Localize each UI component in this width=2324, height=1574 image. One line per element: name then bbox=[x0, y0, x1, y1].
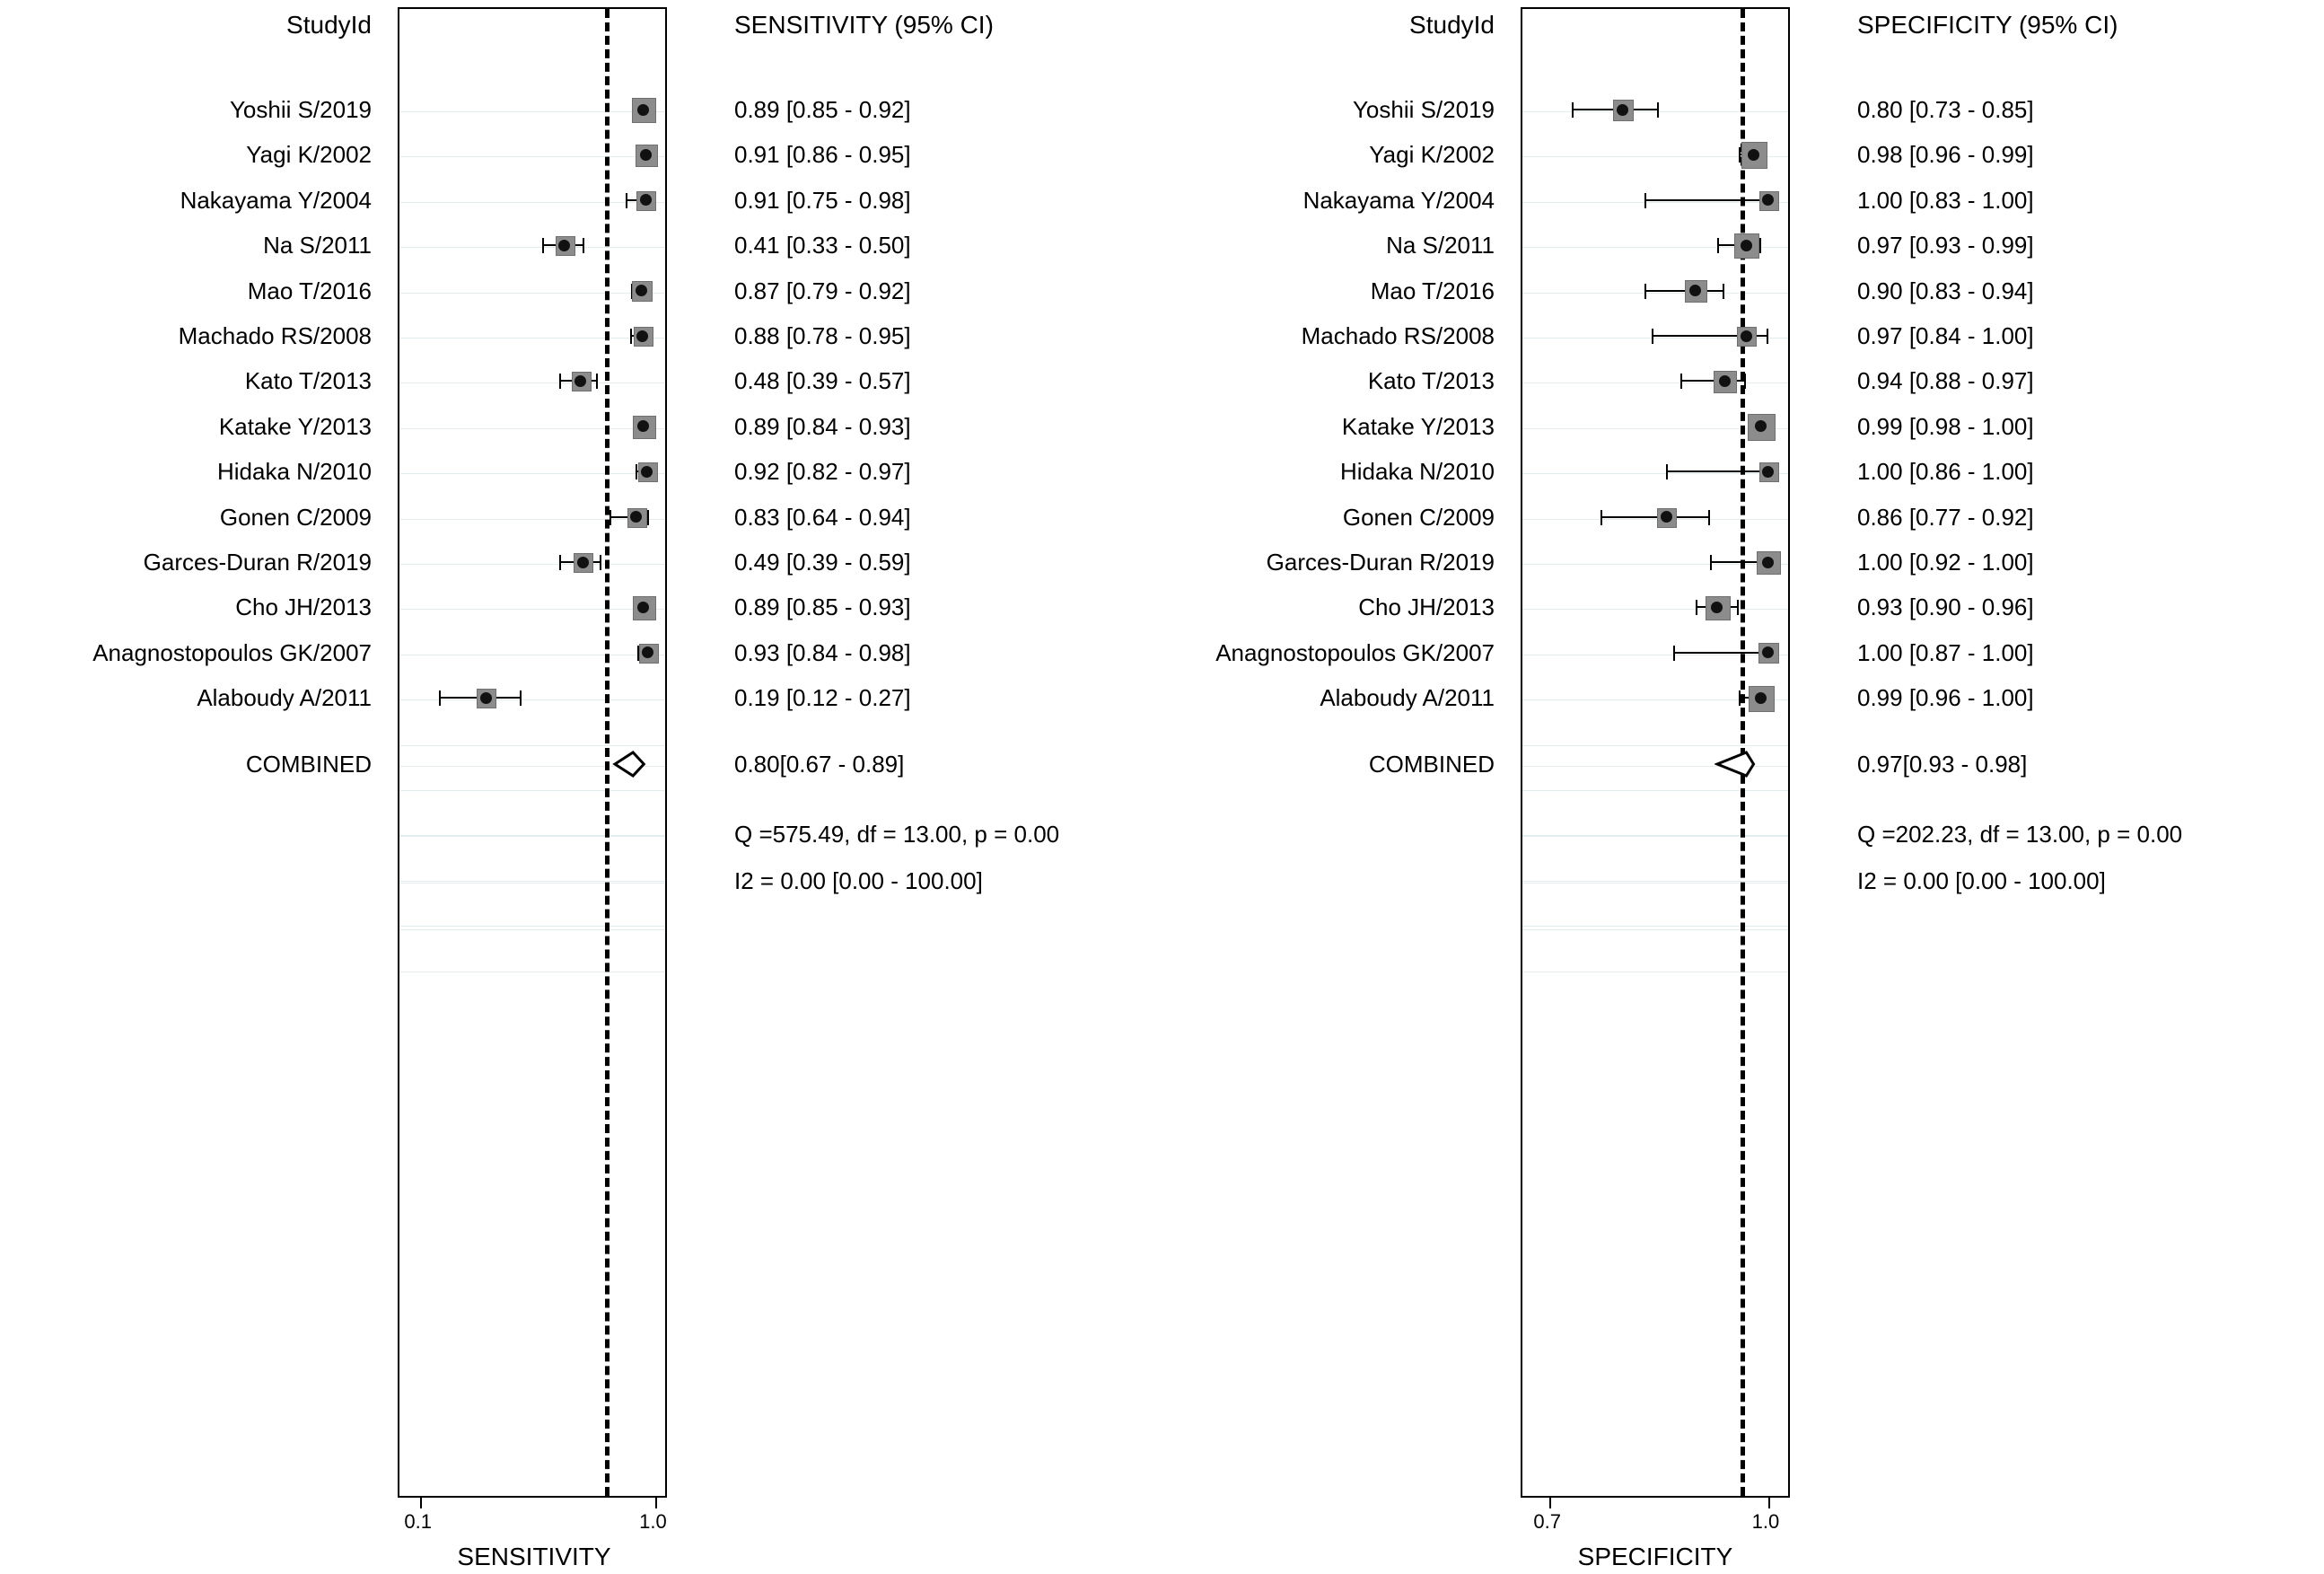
confidence-interval-cap bbox=[610, 510, 611, 525]
gridline bbox=[1522, 836, 1788, 837]
study-estimate-text: 0.49 [0.39 - 0.59] bbox=[734, 549, 911, 576]
point-estimate-dot bbox=[1661, 511, 1672, 523]
column-header-estimate: SENSITIVITY (95% CI) bbox=[734, 11, 994, 39]
gridline bbox=[399, 883, 665, 884]
study-label: Nakayama Y/2004 bbox=[180, 186, 372, 214]
confidence-interval-cap bbox=[626, 193, 627, 208]
x-axis-label: SENSITIVITY bbox=[457, 1543, 611, 1570]
axis-tick-label: 1.0 bbox=[1751, 1510, 1780, 1533]
confidence-interval-cap bbox=[1666, 464, 1668, 479]
point-estimate-dot bbox=[1617, 104, 1628, 116]
confidence-interval-cap bbox=[559, 555, 561, 570]
confidence-interval-cap bbox=[1708, 510, 1710, 525]
study-estimate-text: 0.88 [0.78 - 0.95] bbox=[734, 322, 911, 349]
confidence-interval-cap bbox=[1737, 600, 1739, 615]
study-estimate-text: 0.93 [0.90 - 0.96] bbox=[1857, 594, 2034, 621]
gridline bbox=[1522, 745, 1788, 746]
confidence-interval-cap bbox=[1710, 555, 1712, 570]
gridline bbox=[1522, 790, 1788, 791]
study-estimate-text: 0.19 [0.12 - 0.27] bbox=[734, 684, 911, 712]
combined-label: COMBINED bbox=[245, 751, 372, 778]
study-label: Cho JH/2013 bbox=[235, 594, 372, 621]
confidence-interval-cap bbox=[1657, 102, 1659, 118]
point-estimate-dot bbox=[1748, 149, 1759, 161]
point-estimate-dot bbox=[641, 466, 653, 478]
confidence-interval-cap bbox=[596, 374, 598, 389]
combined-diamond bbox=[1714, 750, 1757, 778]
study-label: Anagnostopoulos GK/2007 bbox=[1215, 638, 1495, 666]
column-header-studyid: StudyId bbox=[286, 11, 372, 39]
point-estimate-dot bbox=[1741, 240, 1752, 251]
study-label: Mao T/2016 bbox=[247, 277, 372, 304]
study-label: Yoshii S/2019 bbox=[1352, 96, 1495, 123]
study-label: Alaboudy A/2011 bbox=[1320, 684, 1495, 712]
study-estimate-text: 0.92 [0.82 - 0.97] bbox=[734, 458, 911, 486]
gridline bbox=[1522, 926, 1788, 927]
study-estimate-text: 0.91 [0.86 - 0.95] bbox=[734, 141, 911, 169]
gridline bbox=[399, 338, 665, 339]
confidence-interval-cap bbox=[1723, 284, 1724, 299]
study-estimate-text: 1.00 [0.83 - 1.00] bbox=[1857, 186, 2034, 214]
gridline bbox=[1522, 929, 1788, 930]
confidence-interval-cap bbox=[647, 510, 649, 525]
point-estimate-dot bbox=[1755, 692, 1767, 704]
study-estimate-text: 0.98 [0.96 - 0.99] bbox=[1857, 141, 2034, 169]
axis-tick-label: 0.1 bbox=[404, 1510, 432, 1533]
confidence-interval-cap bbox=[1744, 374, 1746, 389]
study-label: Garces-Duran R/2019 bbox=[1266, 549, 1495, 576]
gridline bbox=[399, 609, 665, 610]
study-label: Gonen C/2009 bbox=[1342, 503, 1495, 531]
reference-line bbox=[605, 9, 610, 1496]
study-label: Gonen C/2009 bbox=[219, 503, 372, 531]
study-estimate-text: 0.87 [0.79 - 0.92] bbox=[734, 277, 911, 304]
confidence-interval-cap bbox=[1644, 193, 1646, 208]
gridline bbox=[399, 428, 665, 429]
study-label: Yagi K/2002 bbox=[246, 141, 372, 169]
study-label: Katake Y/2013 bbox=[218, 412, 372, 440]
study-label: Yagi K/2002 bbox=[1369, 141, 1495, 169]
confidence-interval-cap bbox=[1644, 284, 1646, 299]
point-estimate-dot bbox=[558, 240, 570, 251]
combined-diamond bbox=[612, 750, 646, 778]
axis-tick bbox=[420, 1498, 422, 1508]
confidence-interval-cap bbox=[1717, 238, 1719, 253]
study-label: Hidaka N/2010 bbox=[217, 458, 372, 486]
axis-tick bbox=[1768, 1498, 1770, 1508]
gridline bbox=[399, 293, 665, 294]
point-estimate-dot bbox=[640, 149, 652, 161]
confidence-interval-cap bbox=[1739, 690, 1741, 706]
study-label: Anagnostopoulos GK/2007 bbox=[92, 638, 372, 666]
gridline bbox=[1522, 473, 1788, 474]
study-estimate-text: 0.90 [0.83 - 0.94] bbox=[1857, 277, 2034, 304]
gridline bbox=[399, 564, 665, 565]
study-label: Mao T/2016 bbox=[1370, 277, 1495, 304]
study-label: Yoshii S/2019 bbox=[229, 96, 372, 123]
study-estimate-text: 0.94 [0.88 - 0.97] bbox=[1857, 367, 2034, 395]
study-label: Hidaka N/2010 bbox=[1340, 458, 1495, 486]
study-label: Katake Y/2013 bbox=[1341, 412, 1495, 440]
gridline bbox=[1522, 202, 1788, 203]
study-estimate-text: 0.97 [0.93 - 0.99] bbox=[1857, 232, 2034, 259]
study-label: Machado RS/2008 bbox=[178, 322, 372, 349]
study-label: Nakayama Y/2004 bbox=[1302, 186, 1495, 214]
confidence-interval-cap bbox=[1652, 329, 1653, 344]
study-estimate-text: 0.93 [0.84 - 0.98] bbox=[734, 638, 911, 666]
confidence-interval-cap bbox=[542, 238, 544, 253]
study-estimate-text: 0.89 [0.84 - 0.93] bbox=[734, 412, 911, 440]
gridline bbox=[399, 156, 665, 157]
confidence-interval-cap bbox=[439, 690, 441, 706]
confidence-interval-cap bbox=[1673, 646, 1675, 661]
confidence-interval-line bbox=[1600, 516, 1710, 518]
combined-estimate-text: 0.97[0.93 - 0.98] bbox=[1857, 751, 2028, 778]
study-estimate-text: 1.00 [0.92 - 1.00] bbox=[1857, 549, 2034, 576]
point-estimate-dot bbox=[1762, 557, 1774, 568]
confidence-interval-cap bbox=[583, 238, 584, 253]
study-estimate-text: 0.80 [0.73 - 0.85] bbox=[1857, 96, 2034, 123]
confidence-interval-cap bbox=[1696, 600, 1697, 615]
combined-estimate-text: 0.80[0.67 - 0.89] bbox=[734, 751, 905, 778]
point-estimate-dot bbox=[1741, 330, 1752, 342]
x-axis-label: SPECIFICITY bbox=[1577, 1543, 1733, 1570]
gridline bbox=[399, 473, 665, 474]
gridline bbox=[399, 881, 665, 882]
confidence-interval-cap bbox=[520, 690, 522, 706]
point-estimate-dot bbox=[636, 285, 647, 296]
study-estimate-text: 0.91 [0.75 - 0.98] bbox=[734, 186, 911, 214]
gridline bbox=[1522, 519, 1788, 520]
point-estimate-dot bbox=[637, 104, 649, 116]
study-label: Garces-Duran R/2019 bbox=[143, 549, 372, 576]
study-estimate-text: 0.97 [0.84 - 1.00] bbox=[1857, 322, 2034, 349]
study-estimate-text: 1.00 [0.86 - 1.00] bbox=[1857, 458, 2034, 486]
confidence-interval-line bbox=[1644, 290, 1724, 292]
study-estimate-text: 0.89 [0.85 - 0.92] bbox=[734, 96, 911, 123]
confidence-interval-cap bbox=[1767, 329, 1768, 344]
confidence-interval-line bbox=[1673, 652, 1767, 654]
gridline bbox=[1522, 883, 1788, 884]
combined-label: COMBINED bbox=[1368, 751, 1495, 778]
confidence-interval-cap bbox=[1572, 102, 1574, 118]
study-label: Alaboudy A/2011 bbox=[197, 684, 372, 712]
gridline bbox=[399, 111, 665, 112]
point-estimate-dot bbox=[636, 330, 648, 342]
point-estimate-dot bbox=[1719, 375, 1731, 387]
study-estimate-text: 0.99 [0.98 - 1.00] bbox=[1857, 412, 2034, 440]
point-estimate-dot bbox=[574, 375, 586, 387]
column-header-studyid: StudyId bbox=[1409, 11, 1495, 39]
gridline bbox=[1522, 609, 1788, 610]
confidence-interval-cap bbox=[600, 555, 601, 570]
gridline bbox=[399, 745, 665, 746]
point-estimate-dot bbox=[577, 557, 589, 568]
study-label: Cho JH/2013 bbox=[1358, 594, 1495, 621]
gridline bbox=[1522, 881, 1788, 882]
axis-tick bbox=[655, 1498, 657, 1508]
gridline bbox=[1522, 293, 1788, 294]
confidence-interval-line bbox=[1666, 470, 1768, 472]
study-estimate-text: 0.48 [0.39 - 0.57] bbox=[734, 367, 911, 395]
confidence-interval-line bbox=[1644, 199, 1768, 201]
gridline bbox=[399, 926, 665, 927]
axis-tick bbox=[1549, 1498, 1551, 1508]
heterogeneity-q-text: Q =202.23, df = 13.00, p = 0.00 bbox=[1857, 821, 2183, 848]
gridline bbox=[399, 247, 665, 248]
study-label: Kato T/2013 bbox=[244, 367, 372, 395]
confidence-interval-cap bbox=[636, 464, 637, 479]
study-label: Kato T/2013 bbox=[1367, 367, 1495, 395]
study-estimate-text: 0.89 [0.85 - 0.93] bbox=[734, 594, 911, 621]
confidence-interval-cap bbox=[559, 374, 561, 389]
axis-tick-label: 0.7 bbox=[1533, 1510, 1562, 1533]
confidence-interval-cap bbox=[630, 329, 632, 344]
point-estimate-dot bbox=[480, 692, 492, 704]
specificity-panel bbox=[1162, 0, 2324, 1574]
axis-tick-label: 1.0 bbox=[639, 1510, 667, 1533]
confidence-interval-cap bbox=[1680, 374, 1682, 389]
study-label: Na S/2011 bbox=[1386, 232, 1495, 259]
gridline bbox=[1522, 564, 1788, 565]
study-estimate-text: 0.83 [0.64 - 0.94] bbox=[734, 503, 911, 531]
heterogeneity-i2-text: I2 = 0.00 [0.00 - 100.00] bbox=[1857, 867, 2106, 894]
study-estimate-text: 0.99 [0.96 - 1.00] bbox=[1857, 684, 2034, 712]
confidence-interval-cap bbox=[1600, 510, 1602, 525]
study-estimate-text: 0.86 [0.77 - 0.92] bbox=[1857, 503, 2034, 531]
gridline bbox=[399, 519, 665, 520]
gridline bbox=[399, 836, 665, 837]
column-header-estimate: SPECIFICITY (95% CI) bbox=[1857, 11, 2118, 39]
point-estimate-dot bbox=[1762, 466, 1774, 478]
gridline bbox=[1522, 111, 1788, 112]
heterogeneity-q-text: Q =575.49, df = 13.00, p = 0.00 bbox=[734, 821, 1060, 848]
study-estimate-text: 0.41 [0.33 - 0.50] bbox=[734, 232, 911, 259]
study-label: Na S/2011 bbox=[263, 232, 372, 259]
heterogeneity-i2-text: I2 = 0.00 [0.00 - 100.00] bbox=[734, 867, 983, 894]
study-estimate-text: 1.00 [0.87 - 1.00] bbox=[1857, 638, 2034, 666]
gridline bbox=[399, 790, 665, 791]
gridline bbox=[399, 929, 665, 930]
study-label: Machado RS/2008 bbox=[1301, 322, 1495, 349]
